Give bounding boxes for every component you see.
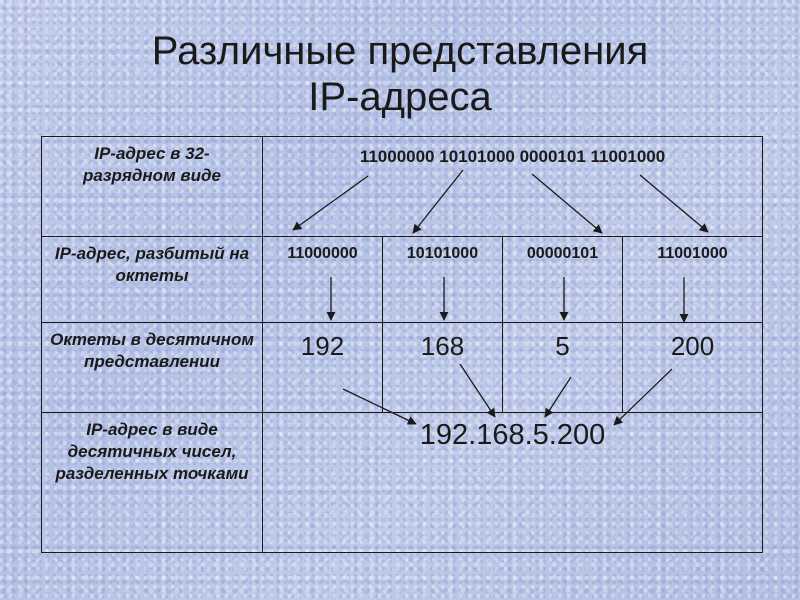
row-dotted-decimal-label: IP-адрес в виде десятичных чисел, разделенных точками xyxy=(42,413,263,553)
title-line-2: IP-адреса xyxy=(308,75,492,119)
row-octets-binary-label: IP-адрес, разбитый на октеты xyxy=(42,237,263,323)
binary-octet-1: 11000000 xyxy=(263,237,383,323)
row-32bit-label: IP-адрес в 32-разрядном виде xyxy=(42,137,263,237)
decimal-octet-3: 5 xyxy=(503,323,623,413)
row-octets-decimal-label: Октеты в десятичном представлении xyxy=(42,323,263,413)
binary-octet-2: 10101000 xyxy=(383,237,503,323)
row-octets-decimal xyxy=(42,323,763,413)
decimal-octet-2: 168 xyxy=(383,323,503,413)
decimal-octet-1: 192 xyxy=(263,323,383,413)
ip-representation-table xyxy=(41,136,763,553)
row-dotted-decimal xyxy=(42,413,763,553)
decimal-octet-4: 200 xyxy=(623,323,763,413)
binary-octet-4: 11001000 xyxy=(623,237,763,323)
title-line-1: Различные представления xyxy=(151,29,649,73)
row-32bit xyxy=(42,137,763,237)
slide-title xyxy=(0,28,800,120)
binary-32bit-value: 11000000 10101000 0000101 11001000 xyxy=(263,137,763,237)
dotted-decimal-value: 192.168.5.200 xyxy=(263,413,763,553)
binary-octet-3: 00000101 xyxy=(503,237,623,323)
row-octets-binary xyxy=(42,237,763,323)
